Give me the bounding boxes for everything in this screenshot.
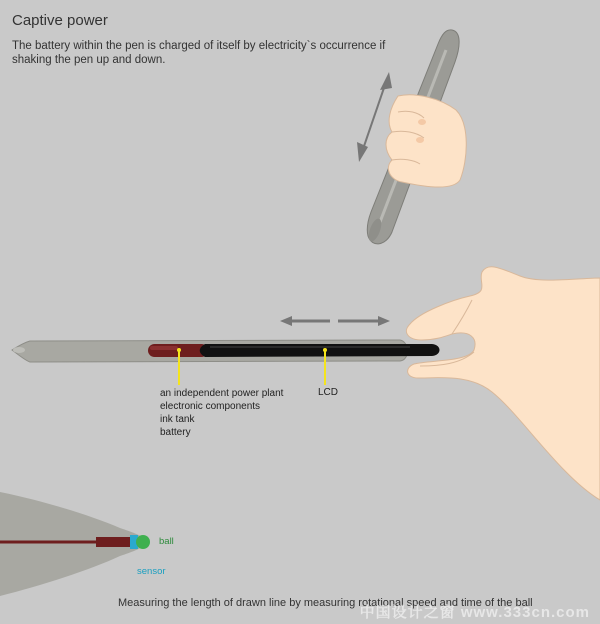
component-label: an independent power plant [160, 388, 284, 399]
pulling-hand-illustration [406, 267, 600, 500]
component-label: ink tank [160, 414, 195, 425]
ball-label: ball [159, 536, 174, 547]
component-callout [160, 387, 283, 439]
horizontal-move-arrow-icon [280, 316, 390, 326]
pen-tip-detail-illustration [0, 492, 150, 596]
measurement-caption: Measuring the length of drawn line by measuring rotational speed and time of the ball [118, 597, 533, 609]
shaking-hand-illustration [386, 95, 466, 187]
lcd-label: LCD [318, 387, 339, 398]
component-label: battery [160, 427, 191, 438]
sensor-label: sensor [137, 566, 166, 577]
lcd-illustration [200, 344, 440, 357]
watermark: 中国设计之窗 www.333cn.com [359, 604, 590, 621]
component-label: electronic components [160, 401, 261, 412]
page-title: Captive power [12, 12, 108, 29]
description-text: The battery within the pen is charged of itself by electricity`s occurrence if shaking the pen up and down. [12, 40, 386, 66]
